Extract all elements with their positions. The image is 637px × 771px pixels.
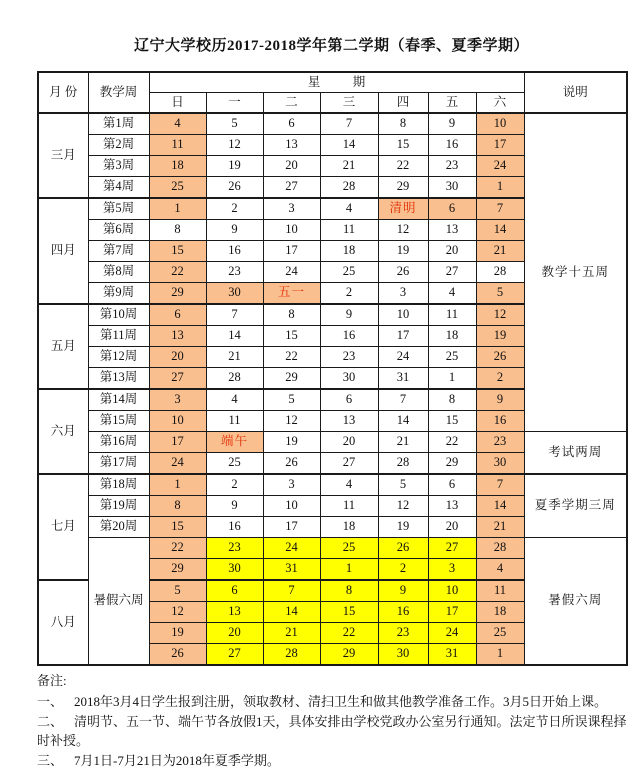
day-cell: 13 <box>206 602 263 623</box>
day-cell: 8 <box>428 389 476 411</box>
calendar-row <box>38 113 627 135</box>
day-cell: 14 <box>263 602 320 623</box>
day-cell: 4 <box>206 389 263 411</box>
day-cell: 4 <box>476 559 524 581</box>
day-cell: 13 <box>149 326 206 347</box>
festival-day-cell: 端午 <box>206 432 263 453</box>
teaching-week-label: 第5周 <box>88 198 149 220</box>
day-cell: 12 <box>149 602 206 623</box>
day-cell: 27 <box>320 453 378 475</box>
day-cell: 9 <box>206 496 263 517</box>
day-cell: 10 <box>476 113 524 135</box>
remarks-label: 备注: <box>37 673 67 688</box>
day-cell: 9 <box>428 113 476 135</box>
day-cell: 29 <box>378 177 428 199</box>
header-week: 星期 <box>149 72 524 93</box>
day-cell: 13 <box>320 411 378 432</box>
teaching-week-label: 第10周 <box>88 304 149 326</box>
day-cell: 30 <box>378 644 428 666</box>
header-day-tue: 二 <box>263 93 320 114</box>
day-cell: 1 <box>428 368 476 390</box>
day-cell: 13 <box>428 220 476 241</box>
day-cell: 24 <box>263 538 320 559</box>
day-cell: 24 <box>378 347 428 368</box>
day-cell: 12 <box>476 304 524 326</box>
month-label: 三月 <box>38 113 88 198</box>
day-cell: 17 <box>378 326 428 347</box>
day-cell: 15 <box>320 602 378 623</box>
day-cell: 16 <box>428 135 476 156</box>
page-title: 辽宁大学校历2017-2018学年第二学期（春季、夏季学期） <box>134 38 529 54</box>
day-cell: 28 <box>263 644 320 666</box>
day-cell: 24 <box>263 262 320 283</box>
day-cell: 26 <box>149 644 206 666</box>
day-cell: 2 <box>476 368 524 390</box>
day-cell: 23 <box>428 156 476 177</box>
day-cell: 29 <box>149 559 206 581</box>
day-cell: 14 <box>320 135 378 156</box>
day-cell: 10 <box>428 580 476 602</box>
header-day-thu: 四 <box>378 93 428 114</box>
teaching-week-label: 第17周 <box>88 453 149 475</box>
day-cell: 19 <box>378 517 428 538</box>
day-cell: 22 <box>428 432 476 453</box>
day-cell: 25 <box>206 453 263 475</box>
day-cell: 29 <box>428 453 476 475</box>
day-cell: 8 <box>263 304 320 326</box>
header-day-fri: 五 <box>428 93 476 114</box>
day-cell: 5 <box>476 283 524 305</box>
teaching-week-label: 第18周 <box>88 474 149 496</box>
header-day-wed: 三 <box>320 93 378 114</box>
note-label: 教学十五周 <box>524 113 627 432</box>
remark-number: 三、 <box>37 753 64 768</box>
day-cell: 6 <box>263 113 320 135</box>
day-cell: 26 <box>206 177 263 199</box>
day-cell: 17 <box>476 135 524 156</box>
day-cell: 10 <box>378 304 428 326</box>
day-cell: 15 <box>149 241 206 262</box>
day-cell: 9 <box>320 304 378 326</box>
day-cell: 23 <box>378 623 428 644</box>
remark-text: 清明节、五一节、端午节各放假1天，具体安排由学校党政办公室另行通知。法定节日所误课程择时补授。 <box>37 713 627 749</box>
day-cell: 25 <box>476 623 524 644</box>
day-cell: 23 <box>206 262 263 283</box>
day-cell: 27 <box>428 262 476 283</box>
remark-number: 二、 <box>37 713 64 729</box>
day-cell: 20 <box>428 517 476 538</box>
day-cell: 1 <box>149 198 206 220</box>
calendar-table <box>37 71 628 666</box>
day-cell: 29 <box>263 368 320 390</box>
note-label: 夏季学期三周 <box>524 474 627 538</box>
day-cell: 16 <box>378 602 428 623</box>
teaching-week-label: 第14周 <box>88 389 149 411</box>
day-cell: 21 <box>378 432 428 453</box>
remark-text: 2018年3月4日学生报到注册，领取教材、清扫卫生和做其他教学准备工作。3月5日开始上课。 <box>74 693 608 709</box>
day-cell: 19 <box>378 241 428 262</box>
day-cell: 21 <box>206 347 263 368</box>
day-cell: 27 <box>428 538 476 559</box>
day-cell: 6 <box>428 198 476 220</box>
day-cell: 12 <box>263 411 320 432</box>
day-cell: 21 <box>476 241 524 262</box>
teaching-week-label: 第20周 <box>88 517 149 538</box>
day-cell: 16 <box>320 326 378 347</box>
day-cell: 26 <box>378 262 428 283</box>
note-label: 暑假六周 <box>524 538 627 666</box>
day-cell: 28 <box>476 538 524 559</box>
day-cell: 17 <box>149 432 206 453</box>
day-cell: 2 <box>206 474 263 496</box>
day-cell: 3 <box>263 198 320 220</box>
header-day-sun: 日 <box>149 93 206 114</box>
day-cell: 20 <box>206 623 263 644</box>
day-cell: 15 <box>149 517 206 538</box>
day-cell: 3 <box>378 283 428 305</box>
day-cell: 25 <box>320 262 378 283</box>
day-cell: 6 <box>320 389 378 411</box>
day-cell: 27 <box>263 177 320 199</box>
day-cell: 14 <box>378 411 428 432</box>
day-cell: 23 <box>206 538 263 559</box>
day-cell: 7 <box>476 474 524 496</box>
day-cell: 28 <box>320 177 378 199</box>
day-cell: 18 <box>476 602 524 623</box>
festival-day-cell: 五一 <box>263 283 320 305</box>
month-label: 四月 <box>38 198 88 304</box>
teaching-week-label: 第15周 <box>88 411 149 432</box>
day-cell: 11 <box>320 496 378 517</box>
calendar-header <box>38 72 627 113</box>
day-cell: 20 <box>149 347 206 368</box>
day-cell: 18 <box>320 517 378 538</box>
day-cell: 5 <box>378 474 428 496</box>
day-cell: 30 <box>320 368 378 390</box>
day-cell: 15 <box>378 135 428 156</box>
day-cell: 23 <box>476 432 524 453</box>
teaching-week-label: 第11周 <box>88 326 149 347</box>
remark-number: 一、 <box>37 693 64 709</box>
day-cell: 2 <box>206 198 263 220</box>
day-cell: 22 <box>320 623 378 644</box>
day-cell: 13 <box>263 135 320 156</box>
day-cell: 7 <box>320 113 378 135</box>
remark-item-2 <box>37 712 629 752</box>
day-cell: 7 <box>206 304 263 326</box>
day-cell: 23 <box>320 347 378 368</box>
calendar-body <box>38 113 627 665</box>
day-cell: 5 <box>206 113 263 135</box>
day-cell: 26 <box>263 453 320 475</box>
day-cell: 30 <box>206 559 263 581</box>
day-cell: 24 <box>149 453 206 475</box>
day-cell: 19 <box>149 623 206 644</box>
day-cell: 31 <box>263 559 320 581</box>
day-cell: 30 <box>428 177 476 199</box>
day-cell: 6 <box>206 580 263 602</box>
day-cell: 14 <box>476 496 524 517</box>
day-cell: 6 <box>149 304 206 326</box>
day-cell: 22 <box>149 538 206 559</box>
day-cell: 12 <box>378 496 428 517</box>
day-cell: 2 <box>320 283 378 305</box>
month-label: 八月 <box>38 580 88 665</box>
day-cell: 17 <box>263 241 320 262</box>
day-cell: 4 <box>149 113 206 135</box>
day-cell: 27 <box>149 368 206 390</box>
day-cell: 29 <box>320 644 378 666</box>
day-cell: 17 <box>263 517 320 538</box>
day-cell: 22 <box>149 262 206 283</box>
day-cell: 19 <box>263 432 320 453</box>
day-cell: 14 <box>206 326 263 347</box>
day-cell: 12 <box>378 220 428 241</box>
day-cell: 27 <box>206 644 263 666</box>
day-cell: 16 <box>206 241 263 262</box>
day-cell: 1 <box>149 474 206 496</box>
teaching-week-label: 第6周 <box>88 220 149 241</box>
day-cell: 9 <box>476 389 524 411</box>
day-cell: 8 <box>320 580 378 602</box>
day-cell: 1 <box>476 644 524 666</box>
day-cell: 26 <box>476 347 524 368</box>
header-day-sat: 六 <box>476 93 524 114</box>
day-cell: 21 <box>263 623 320 644</box>
day-cell: 31 <box>378 368 428 390</box>
teaching-week-label: 第12周 <box>88 347 149 368</box>
teaching-week-label: 第7周 <box>88 241 149 262</box>
day-cell: 26 <box>378 538 428 559</box>
day-cell: 18 <box>149 156 206 177</box>
day-cell: 28 <box>476 262 524 283</box>
month-label: 六月 <box>38 389 88 474</box>
day-cell: 15 <box>263 326 320 347</box>
day-cell: 18 <box>320 241 378 262</box>
header-notes: 说明 <box>524 72 627 113</box>
day-cell: 3 <box>428 559 476 581</box>
day-cell: 8 <box>378 113 428 135</box>
teaching-week-label: 第9周 <box>88 283 149 305</box>
day-cell: 8 <box>149 220 206 241</box>
day-cell: 6 <box>428 474 476 496</box>
day-cell: 25 <box>149 177 206 199</box>
day-cell: 16 <box>476 411 524 432</box>
teaching-week-label: 第19周 <box>88 496 149 517</box>
day-cell: 10 <box>263 220 320 241</box>
note-label: 考试两周 <box>524 432 627 475</box>
vacation-week-label: 暑假六周 <box>88 538 149 666</box>
day-cell: 18 <box>428 326 476 347</box>
day-cell: 9 <box>378 580 428 602</box>
day-cell: 1 <box>476 177 524 199</box>
day-cell: 10 <box>149 411 206 432</box>
remarks-section <box>37 671 629 771</box>
day-cell: 22 <box>378 156 428 177</box>
calendar-row <box>38 538 627 559</box>
day-cell: 20 <box>263 156 320 177</box>
day-cell: 30 <box>206 283 263 305</box>
calendar-row <box>38 474 627 496</box>
day-cell: 29 <box>149 283 206 305</box>
day-cell: 11 <box>428 304 476 326</box>
teaching-week-label: 第16周 <box>88 432 149 453</box>
teaching-week-label: 第13周 <box>88 368 149 390</box>
day-cell: 31 <box>428 644 476 666</box>
day-cell: 2 <box>378 559 428 581</box>
day-cell: 8 <box>149 496 206 517</box>
day-cell: 16 <box>206 517 263 538</box>
day-cell: 28 <box>206 368 263 390</box>
day-cell: 9 <box>206 220 263 241</box>
day-cell: 28 <box>378 453 428 475</box>
day-cell: 19 <box>476 326 524 347</box>
header-teaching-week: 教学周 <box>88 72 149 113</box>
day-cell: 22 <box>263 347 320 368</box>
day-cell: 25 <box>428 347 476 368</box>
day-cell: 15 <box>428 411 476 432</box>
day-cell: 5 <box>149 580 206 602</box>
day-cell: 12 <box>206 135 263 156</box>
day-cell: 11 <box>320 220 378 241</box>
teaching-week-label: 第1周 <box>88 113 149 135</box>
teaching-week-label: 第8周 <box>88 262 149 283</box>
remark-text: 7月1日-7月21日为2018年夏季学期。 <box>74 753 280 768</box>
header-month: 月 份 <box>38 72 88 113</box>
day-cell: 1 <box>320 559 378 581</box>
day-cell: 10 <box>263 496 320 517</box>
teaching-week-label: 第2周 <box>88 135 149 156</box>
header-day-mon: 一 <box>206 93 263 114</box>
festival-day-cell: 清明 <box>378 198 428 220</box>
day-cell: 17 <box>428 602 476 623</box>
day-cell: 24 <box>476 156 524 177</box>
day-cell: 5 <box>263 389 320 411</box>
day-cell: 7 <box>378 389 428 411</box>
day-cell: 25 <box>320 538 378 559</box>
day-cell: 11 <box>149 135 206 156</box>
day-cell: 20 <box>320 432 378 453</box>
day-cell: 4 <box>320 474 378 496</box>
day-cell: 14 <box>476 220 524 241</box>
day-cell: 13 <box>428 496 476 517</box>
day-cell: 11 <box>476 580 524 602</box>
month-label: 七月 <box>38 474 88 580</box>
day-cell: 21 <box>320 156 378 177</box>
day-cell: 7 <box>476 198 524 220</box>
teaching-week-label: 第3周 <box>88 156 149 177</box>
day-cell: 4 <box>320 198 378 220</box>
day-cell: 20 <box>428 241 476 262</box>
day-cell: 21 <box>476 517 524 538</box>
remark-item-1 <box>37 692 629 712</box>
day-cell: 4 <box>428 283 476 305</box>
calendar-row <box>38 432 627 453</box>
day-cell: 30 <box>476 453 524 475</box>
day-cell: 11 <box>206 411 263 432</box>
teaching-week-label: 第4周 <box>88 177 149 199</box>
month-label: 五月 <box>38 304 88 389</box>
day-cell: 7 <box>263 580 320 602</box>
day-cell: 3 <box>149 389 206 411</box>
day-cell: 19 <box>206 156 263 177</box>
day-cell: 3 <box>263 474 320 496</box>
day-cell: 24 <box>428 623 476 644</box>
